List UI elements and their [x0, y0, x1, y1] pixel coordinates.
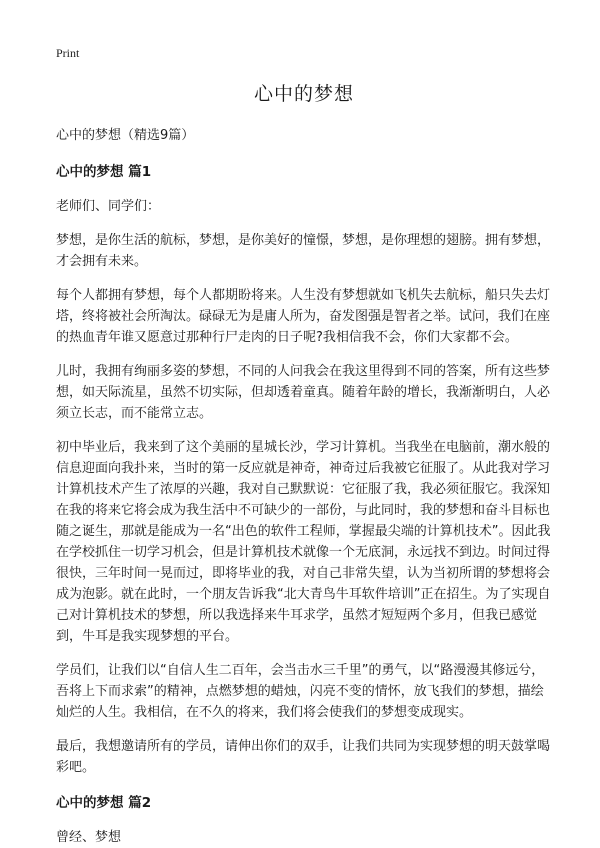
- paragraph: 学员们，让我们以“自信人生二百年，会当击水三千里”的勇气，以“路漫漫其修远兮，吾将上下而求索”的精神，点燃梦想的蜡烛，闪亮不变的情怀，放飞我们的梦想，描绘灿烂的人生。我相信，在不久的将来，我们将会使我们的梦想变成现实。: [56, 663, 545, 720]
- paragraph: 儿时，我拥有绚丽多姿的梦想，不同的人问我会在我这里得到不同的答案，所有这些梦想，如天际流星，虽然不切实际，但却透着童真。随着年龄的增长，我渐渐明白，人必须立长志，而不能常立志。: [56, 364, 551, 421]
- document-subtitle: 心中的梦想（精选9篇）: [56, 128, 195, 143]
- section-title: 心中的梦想 篇2: [56, 795, 152, 811]
- print-label[interactable]: Print: [56, 46, 80, 60]
- page-title: 心中的梦想: [253, 83, 354, 105]
- paragraph: 曾经、梦想: [56, 830, 122, 845]
- section-2: [56, 791, 552, 848]
- section-title: 心中的梦想 篇1: [56, 164, 152, 180]
- paragraph: 梦想，是你生活的航标，梦想，是你美好的憧憬，梦想，是你理想的翅膀。拥有梦想，才会拥有未来。: [56, 233, 551, 269]
- paragraph: 每个人都拥有梦想，每个人都期盼将来。人生没有梦想就如飞机失去航标，船只失去灯塔，终将被社会所淘汰。碌碌无为是庸人所为，奋发图强是智者之举。试问，我们在座的热血青年谁又愿意过那种行尸走肉的日子呢?我相信我不会，你们大家都不会。: [56, 288, 551, 345]
- paragraph: 初中毕业后，我来到了这个美丽的星城长沙，学习计算机。当我坐在电脑前，潮水般的信息迎面向我扑来，当时的第一反应就是神奇，神奇过后我被它征服了。从此我对学习计算机技术产生了浓厚的兴趣，我对自己默默说：它征服了我，我必须征服它。我深知在我的将来它将会成为我生活中不可缺少的一部份，与此同时，我的梦想和奋斗目标也随之诞生，那就是能成为一名“出色的软件工程师，掌握最尖端的计算机技术”。因此我在学校抓住一切学习机会，但是计算机技术就像一个无底洞，永远找不到边。时间过得很快，三年时间一晃而过，即将毕业的我，对自己非常失望，认为当初所谓的梦想将会成为泡影。就在此时，一个朋友告诉我“北大青鸟牛耳软件培训”正在招生。为了实现自己对计算机技术的梦想，所以我选择来牛耳求学，虽然才短短两个多月，但我已感觉到，牛耳是我实现梦想的平台。: [56, 440, 551, 644]
- paragraph: 老师们、同学们：: [56, 199, 161, 214]
- section-1: [56, 160, 552, 778]
- paragraph: 最后，我想邀请所有的学员，请伸出你们的双手，让我们共同为实现梦想的明天鼓掌喝彩吧。: [56, 739, 551, 775]
